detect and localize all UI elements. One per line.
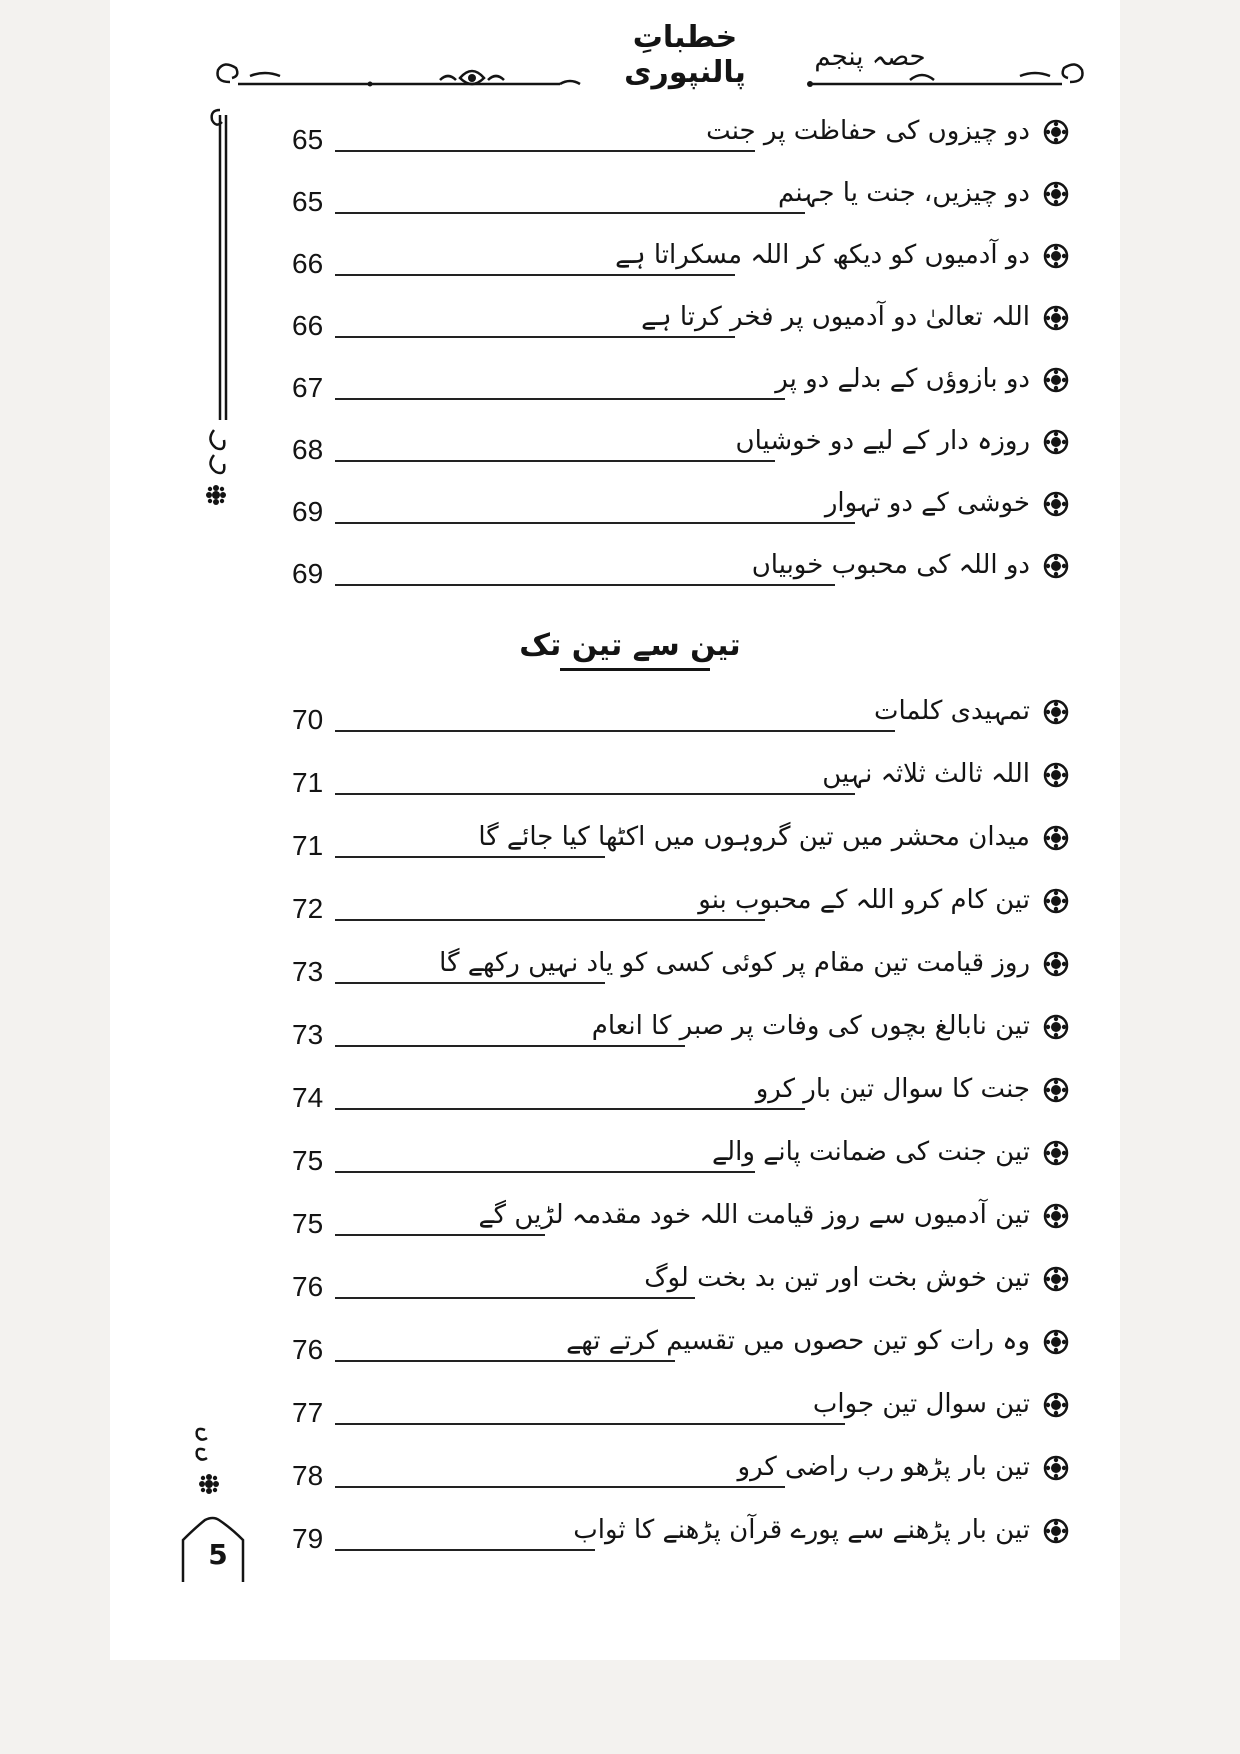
- book-title: خطباتِ پالنپوری: [624, 20, 746, 90]
- leader-line: [335, 1423, 845, 1425]
- toc-entry-title: تین خوش بخت اور تین بد بخت لوگ: [644, 1263, 1030, 1293]
- flower-bullet-icon: [1042, 1202, 1070, 1230]
- flower-bullet-icon: [1042, 490, 1070, 518]
- leader-line: [335, 1234, 545, 1236]
- toc-entry[interactable]: [280, 942, 1080, 992]
- leader-line: [335, 1360, 675, 1362]
- toc-page-number: 75: [292, 1208, 324, 1239]
- page-header: [210, 20, 1090, 100]
- toc-page-number: 71: [292, 830, 324, 861]
- toc-entry[interactable]: [280, 879, 1080, 929]
- flower-bullet-icon: [1042, 304, 1070, 332]
- flower-bullet-icon: [1042, 761, 1070, 789]
- toc-entry-title: تین بار پڑھنے سے پورے قرآن پڑھنے کا ثواب: [573, 1515, 1030, 1545]
- leader-line: [335, 212, 805, 214]
- left-border-ornament: [200, 100, 250, 520]
- leader-line: [335, 856, 605, 858]
- leader-line: [335, 793, 855, 795]
- toc-entry-title: وہ رات کو تین حصوں میں تقسیم کرتے تھے: [566, 1326, 1030, 1356]
- toc-page-number: 68: [292, 434, 324, 465]
- toc-page-number: 66: [292, 248, 324, 279]
- toc-page-number: 79: [292, 1523, 324, 1554]
- section-heading-underline: [560, 668, 710, 671]
- toc-entry-title: اللہ ثالث ثلاثہ نہیں: [822, 759, 1030, 789]
- part-label: حصہ پنجم: [814, 42, 926, 72]
- flower-bullet-icon: [1042, 1391, 1070, 1419]
- leader-line: [335, 274, 735, 276]
- toc-entry-title: دو بازوؤں کے بدلے دو پر: [775, 364, 1030, 394]
- flower-bullet-icon: [1042, 1139, 1070, 1167]
- flower-bullet-icon: [1042, 366, 1070, 394]
- toc-entry[interactable]: [280, 1509, 1080, 1559]
- toc-page-number: 65: [292, 124, 324, 155]
- leader-line: [335, 1045, 685, 1047]
- toc-entry[interactable]: [280, 172, 1080, 222]
- toc-page-number: 77: [292, 1397, 324, 1428]
- toc-page-number: 69: [292, 496, 324, 527]
- toc-entry-title: دو چیزیں، جنت یا جہنم: [778, 178, 1030, 208]
- toc-entry-title: روزہ دار کے لیے دو خوشیاں: [735, 426, 1030, 456]
- flower-bullet-icon: [1042, 242, 1070, 270]
- leader-line: [335, 982, 605, 984]
- toc-entry[interactable]: [280, 482, 1080, 532]
- flower-bullet-icon: [1042, 887, 1070, 915]
- toc-entry[interactable]: [280, 1446, 1080, 1496]
- toc-page-number: 75: [292, 1145, 324, 1176]
- toc-entry[interactable]: [280, 690, 1080, 740]
- toc-entry[interactable]: [280, 1383, 1080, 1433]
- leader-line: [335, 1486, 785, 1488]
- toc-page-number: 73: [292, 956, 324, 987]
- leader-line: [335, 730, 895, 732]
- flower-bullet-icon: [1042, 552, 1070, 580]
- leader-line: [335, 584, 835, 586]
- toc-entry[interactable]: [280, 816, 1080, 866]
- toc-page-number: 70: [292, 704, 324, 735]
- leader-line: [335, 460, 775, 462]
- leader-line: [335, 1171, 755, 1173]
- toc-entry[interactable]: [280, 544, 1080, 594]
- flower-bullet-icon: [1042, 824, 1070, 852]
- toc-page-number: 78: [292, 1460, 324, 1491]
- toc-page-number: 69: [292, 558, 324, 589]
- toc-entry[interactable]: [280, 753, 1080, 803]
- toc-entry-title: میدان محشر میں تین گروہوں میں اکٹھا کیا جائے گا: [478, 822, 1030, 852]
- leader-line: [335, 336, 735, 338]
- toc-page-number: 76: [292, 1334, 324, 1365]
- leader-line: [335, 919, 765, 921]
- flower-bullet-icon: [1042, 950, 1070, 978]
- toc-page-number: 72: [292, 893, 324, 924]
- toc-entry-title: خوشی کے دو تہوار: [824, 488, 1030, 518]
- toc-page-number: 76: [292, 1271, 324, 1302]
- toc-page-number: 65: [292, 186, 324, 217]
- toc-entry[interactable]: [280, 358, 1080, 408]
- section-heading: تین سے تین تک: [519, 628, 741, 663]
- leader-line: [335, 522, 855, 524]
- flower-bullet-icon: [1042, 1013, 1070, 1041]
- toc-entry-title: دو آدمیوں کو دیکھ کر اللہ مسکراتا ہے: [615, 240, 1030, 270]
- toc-entry-title: تین کام کرو اللہ کے محبوب بنو: [698, 885, 1030, 915]
- toc-entry[interactable]: [280, 296, 1080, 346]
- flower-bullet-icon: [1042, 428, 1070, 456]
- toc-entry-title: تین سوال تین جواب: [812, 1389, 1030, 1419]
- page-number: 5: [208, 1538, 228, 1571]
- flower-bullet-icon: [1042, 1328, 1070, 1356]
- toc-entry[interactable]: [280, 110, 1080, 160]
- toc-entry-title: تین آدمیوں سے روز قیامت اللہ خود مقدمہ لڑیں گے: [478, 1200, 1030, 1230]
- toc-page-number: 67: [292, 372, 324, 403]
- toc-entry[interactable]: [280, 1257, 1080, 1307]
- toc-entry[interactable]: [280, 1194, 1080, 1244]
- page-number-arch: [175, 1420, 255, 1600]
- toc-entry[interactable]: [280, 1068, 1080, 1118]
- toc-entry-title: روز قیامت تین مقام پر کوئی کسی کو یاد نہیں رکھے گا: [439, 948, 1030, 978]
- leader-line: [335, 1549, 595, 1551]
- toc-entry[interactable]: [280, 1131, 1080, 1181]
- toc-entry-title: تین بار پڑھو رب راضی کرو: [737, 1452, 1030, 1482]
- toc-page-number: 73: [292, 1019, 324, 1050]
- toc-entry[interactable]: [280, 234, 1080, 284]
- flower-bullet-icon: [1042, 118, 1070, 146]
- toc-entry[interactable]: [280, 1005, 1080, 1055]
- toc-entry-title: دو چیزوں کی حفاظت پر جنت: [706, 116, 1030, 146]
- toc-page-number: 71: [292, 767, 324, 798]
- flower-bullet-icon: [1042, 1265, 1070, 1293]
- leader-line: [335, 1297, 695, 1299]
- flower-bullet-icon: [1042, 180, 1070, 208]
- flower-bullet-icon: [1042, 1517, 1070, 1545]
- toc-entry[interactable]: [280, 420, 1080, 470]
- leader-line: [335, 1108, 805, 1110]
- toc-entry[interactable]: [280, 1320, 1080, 1370]
- flower-bullet-icon: [1042, 1454, 1070, 1482]
- toc-entry-title: تمہیدی کلمات: [873, 696, 1030, 726]
- toc-entry-title: دو اللہ کی محبوب خوبیاں: [751, 550, 1030, 580]
- toc-entry-title: اللہ تعالیٰ دو آدمیوں پر فخر کرتا ہے: [641, 302, 1030, 332]
- toc-page-number: 66: [292, 310, 324, 341]
- flower-bullet-icon: [1042, 1076, 1070, 1104]
- toc-entry-title: تین جنت کی ضمانت پانے والے: [711, 1137, 1030, 1167]
- flower-bullet-icon: [1042, 698, 1070, 726]
- leader-line: [335, 398, 785, 400]
- toc-entry-title: جنت کا سوال تین بار کرو: [755, 1074, 1030, 1104]
- toc-page-number: 74: [292, 1082, 324, 1113]
- toc-entry-title: تین نابالغ بچوں کی وفات پر صبر کا انعام: [591, 1011, 1030, 1041]
- leader-line: [335, 150, 755, 152]
